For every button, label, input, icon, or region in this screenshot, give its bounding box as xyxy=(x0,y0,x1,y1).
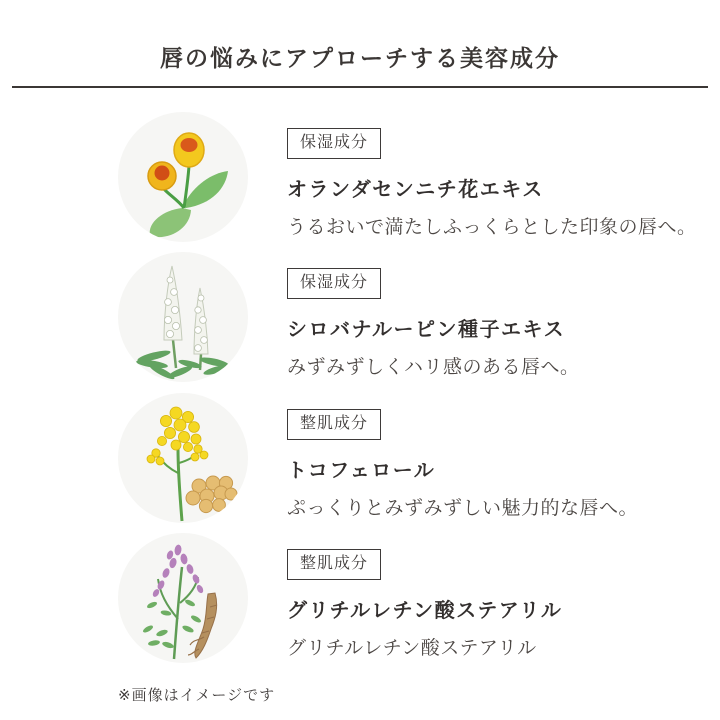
ingredient-name: グリチルレチン酸ステアリル xyxy=(287,599,563,622)
ingredient-text-block xyxy=(287,112,697,239)
ingredient-type-badge: 保湿成分 xyxy=(287,128,381,159)
ingredient-name: シロバナルーピン種子エキス xyxy=(287,318,566,341)
ingredient-type-badge: 整肌成分 xyxy=(287,549,381,580)
white-lupin-icon xyxy=(118,252,248,382)
ingredient-row-spilanthes xyxy=(118,112,697,242)
spilanthes-flower-icon xyxy=(118,112,248,242)
ingredient-type-badge: 整肌成分 xyxy=(287,409,381,440)
ingredient-row-lupin xyxy=(118,252,580,382)
ingredient-text-block xyxy=(287,533,562,660)
ingredient-row-tocopherol xyxy=(118,393,638,523)
ingredient-description: みずみずしくハリ感のある唇へ。 xyxy=(287,356,580,378)
ingredient-name: トコフェロール xyxy=(287,459,436,482)
ingredient-description: うるおいで満たしふっくらとした印象の唇へ。 xyxy=(287,216,697,238)
ingredient-description: グリチルレチン酸ステアリル xyxy=(287,637,537,659)
ingredient-text-block xyxy=(287,252,580,379)
title-divider-line xyxy=(12,86,708,88)
header xyxy=(0,40,720,73)
ingredient-name: オランダセンニチ花エキス xyxy=(287,178,544,201)
rapeseed-and-seeds-icon xyxy=(118,393,248,523)
image-disclaimer-note: ※画像はイメージです xyxy=(118,687,276,704)
ingredient-row-licorice xyxy=(118,533,562,663)
ingredient-text-block xyxy=(287,393,638,520)
page-title: 唇の悩みにアプローチする美容成分 xyxy=(160,45,560,71)
licorice-plant-and-root-icon xyxy=(118,533,248,663)
ingredient-type-badge: 保湿成分 xyxy=(287,268,381,299)
ingredient-description: ぷっくりとみずみずしい魅力的な唇へ。 xyxy=(287,497,639,519)
